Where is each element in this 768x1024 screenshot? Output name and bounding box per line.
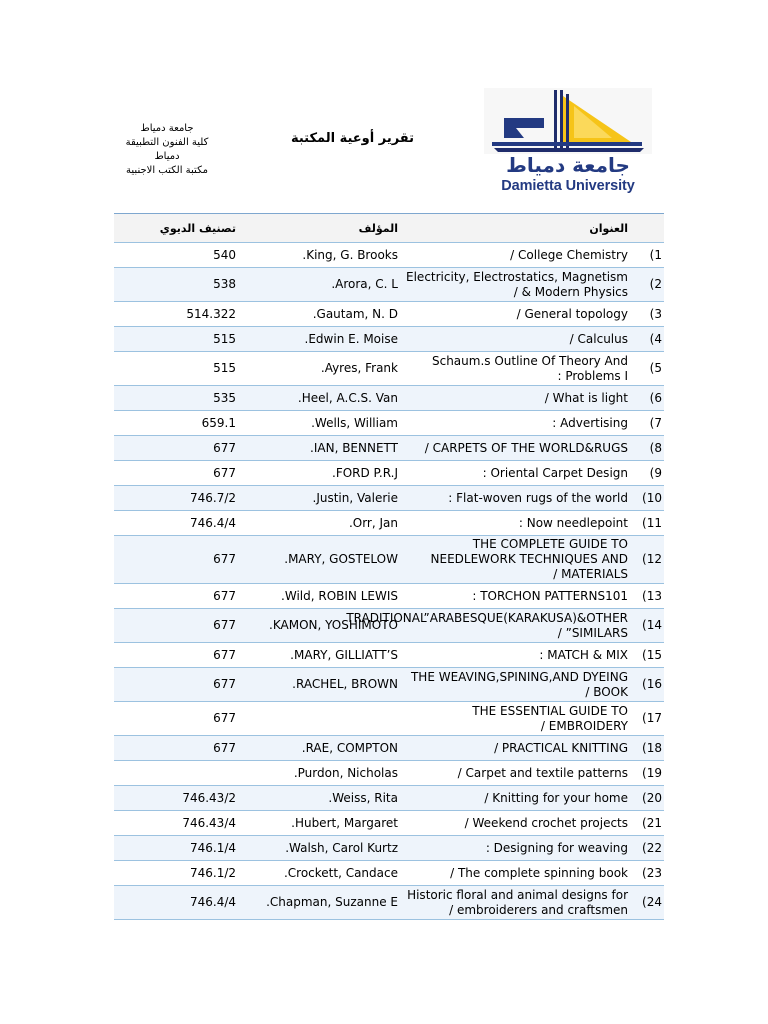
institution-lines (112, 122, 222, 178)
row-title: CARPETS OF THE WORLD&RUGS / (424, 440, 628, 455)
row-dewey: 746.43/2 (182, 790, 236, 805)
table-row (114, 536, 664, 584)
row-number: (22 (642, 840, 662, 855)
row-title: Electricity, Electrostatics, Magnetism & Modern Physics / (406, 269, 628, 299)
row-dewey: 677 (213, 465, 236, 480)
table-row (114, 436, 664, 461)
row-author: MARY, GOSTELOW. (284, 552, 398, 566)
row-author: Wild, ROBIN LEWIS. (281, 588, 398, 603)
row-author: Orr, Jan. (348, 515, 398, 530)
row-title: PRACTICAL KNITTING / (494, 740, 628, 755)
row-title: Knitting for your home / (484, 790, 628, 805)
row-number: (15 (642, 647, 662, 662)
row-dewey: 677 (213, 618, 236, 632)
table-row (114, 643, 664, 668)
row-title: Advertising : (552, 415, 628, 430)
table-row (114, 584, 664, 609)
row-dewey: 746.1/4 (189, 840, 236, 855)
row-title: MATCH & MIX : (539, 647, 628, 662)
row-title: Now needlepoint : (518, 515, 628, 530)
header-dewey: تصنيف الديوي (159, 221, 236, 235)
row-number: (16 (642, 677, 662, 691)
header-title: العنوان (589, 221, 628, 235)
row-number: (5 (649, 361, 662, 375)
row-number: (18 (642, 740, 662, 755)
row-number: (7 (649, 415, 662, 430)
row-dewey: 677 (213, 740, 236, 755)
row-author (238, 702, 400, 736)
row-title: TRADITIONAL”ARABESQUE(KARAKUSA)&OTHER SIMILARS” / (346, 610, 628, 640)
table-row (114, 886, 664, 920)
row-number: (20 (642, 790, 662, 805)
row-author: Ayres, Frank. (320, 361, 398, 375)
row-author: IAN, BENNETT. (310, 440, 398, 455)
row-author: Weiss, Rita. (328, 790, 398, 805)
row-dewey: 514.322 (186, 306, 236, 321)
books-table (114, 213, 664, 920)
row-number: (14 (642, 618, 662, 632)
row-author: Gautam, N. D. (312, 306, 398, 321)
row-dewey: 538 (213, 277, 236, 291)
row-dewey: 515 (213, 361, 236, 375)
row-number: (10 (642, 490, 662, 505)
row-title: Flat-woven rugs of the world : (448, 490, 628, 505)
row-number: (13 (642, 588, 662, 603)
row-author: RACHEL, BROWN. (292, 677, 398, 691)
table-row (114, 268, 664, 302)
row-dewey: 746.4/4 (189, 895, 236, 909)
table-row (114, 836, 664, 861)
library-name: مكتبة الكتب الاجنبية (126, 165, 208, 176)
row-number: (6 (649, 390, 662, 405)
row-number: (12 (642, 552, 662, 566)
table-row (114, 702, 664, 736)
row-author: Heel, A.C.S. Van. (297, 390, 398, 405)
row-dewey: 535 (213, 390, 236, 405)
row-number: (19 (642, 765, 662, 780)
table-header-row (114, 214, 664, 243)
row-dewey: 746.43/4 (182, 815, 236, 830)
row-title: The complete spinning book / (450, 865, 628, 880)
table-row (114, 511, 664, 536)
header-number (630, 214, 664, 243)
row-number: (17 (642, 711, 662, 725)
row-dewey: 677 (213, 588, 236, 603)
table-row (114, 761, 664, 786)
row-number: (11 (642, 515, 662, 530)
row-number: (2 (649, 277, 662, 291)
logo-text: Damietta University (501, 178, 635, 194)
row-author: Purdon, Nicholas. (293, 765, 398, 780)
row-dewey: 677 (213, 647, 236, 662)
row-title: College Chemistry / (510, 247, 628, 262)
row-title: THE ESSENTIAL GUIDE TO EMBROIDERY / (472, 703, 628, 733)
row-dewey: 659.1 (201, 415, 236, 430)
row-author: Edwin E. Moise. (304, 331, 398, 346)
row-title: What is light / (544, 390, 628, 405)
table-row (114, 786, 664, 811)
logo-arabic-text: جامعة دمياط (506, 153, 630, 177)
row-author: FORD P.R.J. (331, 465, 398, 480)
university-name: جامعة دمياط (140, 123, 194, 134)
faculty-name: كلية الفنون التطبيقة دمياط (125, 137, 209, 162)
table-row (114, 668, 664, 702)
table-row (114, 302, 664, 327)
row-dewey (114, 761, 238, 786)
row-title: THE COMPLETE GUIDE TO NEEDLEWORK TECHNIQUES AND MATERIALS / (430, 537, 628, 581)
table-row (114, 861, 664, 886)
row-title: TORCHON PATTERNS101 : (472, 588, 628, 603)
table-row (114, 609, 664, 643)
row-number: (23 (642, 865, 662, 880)
row-number: (8 (649, 440, 662, 455)
report-title: تقرير أوعية المكتبة (290, 131, 415, 146)
row-author: King, G. Brooks. (302, 247, 398, 262)
row-title: Carpet and textile patterns / (457, 765, 628, 780)
row-number: (4 (649, 331, 662, 346)
row-author: Walsh, Carol Kurtz. (285, 840, 398, 855)
row-author: MARY, GILLIATT’S. (290, 647, 398, 662)
row-dewey: 746.7/2 (189, 490, 236, 505)
row-author: RAE, COMPTON. (301, 740, 398, 755)
row-author: Hubert, Margaret. (291, 815, 398, 830)
row-author: Wells, William. (311, 415, 398, 430)
row-title: Oriental Carpet Design : (482, 465, 628, 480)
row-title: THE WEAVING,SPINING,AND DYEING BOOK / (410, 669, 628, 699)
university-logo (484, 88, 652, 200)
row-title: General topology / (516, 306, 628, 321)
row-title: Historic floral and animal designs for embroiderers and craftsmen / (407, 887, 628, 917)
table-row (114, 411, 664, 436)
row-title: Calculus / (569, 331, 628, 346)
row-number: (21 (642, 815, 662, 830)
row-dewey: 677 (213, 677, 236, 691)
row-dewey: 746.1/2 (189, 865, 236, 880)
header-author: المؤلف (358, 221, 398, 235)
row-dewey: 746.4/4 (189, 515, 236, 530)
row-author: KAMON, YOSHIMOTO. (269, 618, 398, 632)
table-row (114, 243, 664, 268)
row-dewey: 515 (213, 331, 236, 346)
table-row (114, 736, 664, 761)
row-number: (24 (642, 895, 662, 909)
table-row (114, 386, 664, 411)
table-row (114, 461, 664, 486)
row-dewey: 677 (213, 440, 236, 455)
row-author: Crockett, Candace. (283, 865, 398, 880)
row-dewey: 677 (213, 711, 236, 725)
row-title: Schaum.s Outline Of Theory And Problems I : (431, 353, 628, 383)
row-number: (3 (649, 306, 662, 321)
row-author: Chapman, Suzanne E. (266, 895, 398, 909)
row-number: (1 (649, 247, 662, 262)
row-author: Justin, Valerie. (312, 490, 398, 505)
row-author: Arora, C. L. (331, 277, 398, 291)
row-dewey: 677 (213, 552, 236, 566)
table-row (114, 327, 664, 352)
row-title: Weekend crochet projects / (464, 815, 628, 830)
row-title: Designing for weaving : (485, 840, 628, 855)
table-row (114, 811, 664, 836)
table-row (114, 486, 664, 511)
books-table-body (114, 243, 664, 920)
row-dewey: 540 (213, 247, 236, 262)
row-number: (9 (649, 465, 662, 480)
table-row (114, 352, 664, 386)
